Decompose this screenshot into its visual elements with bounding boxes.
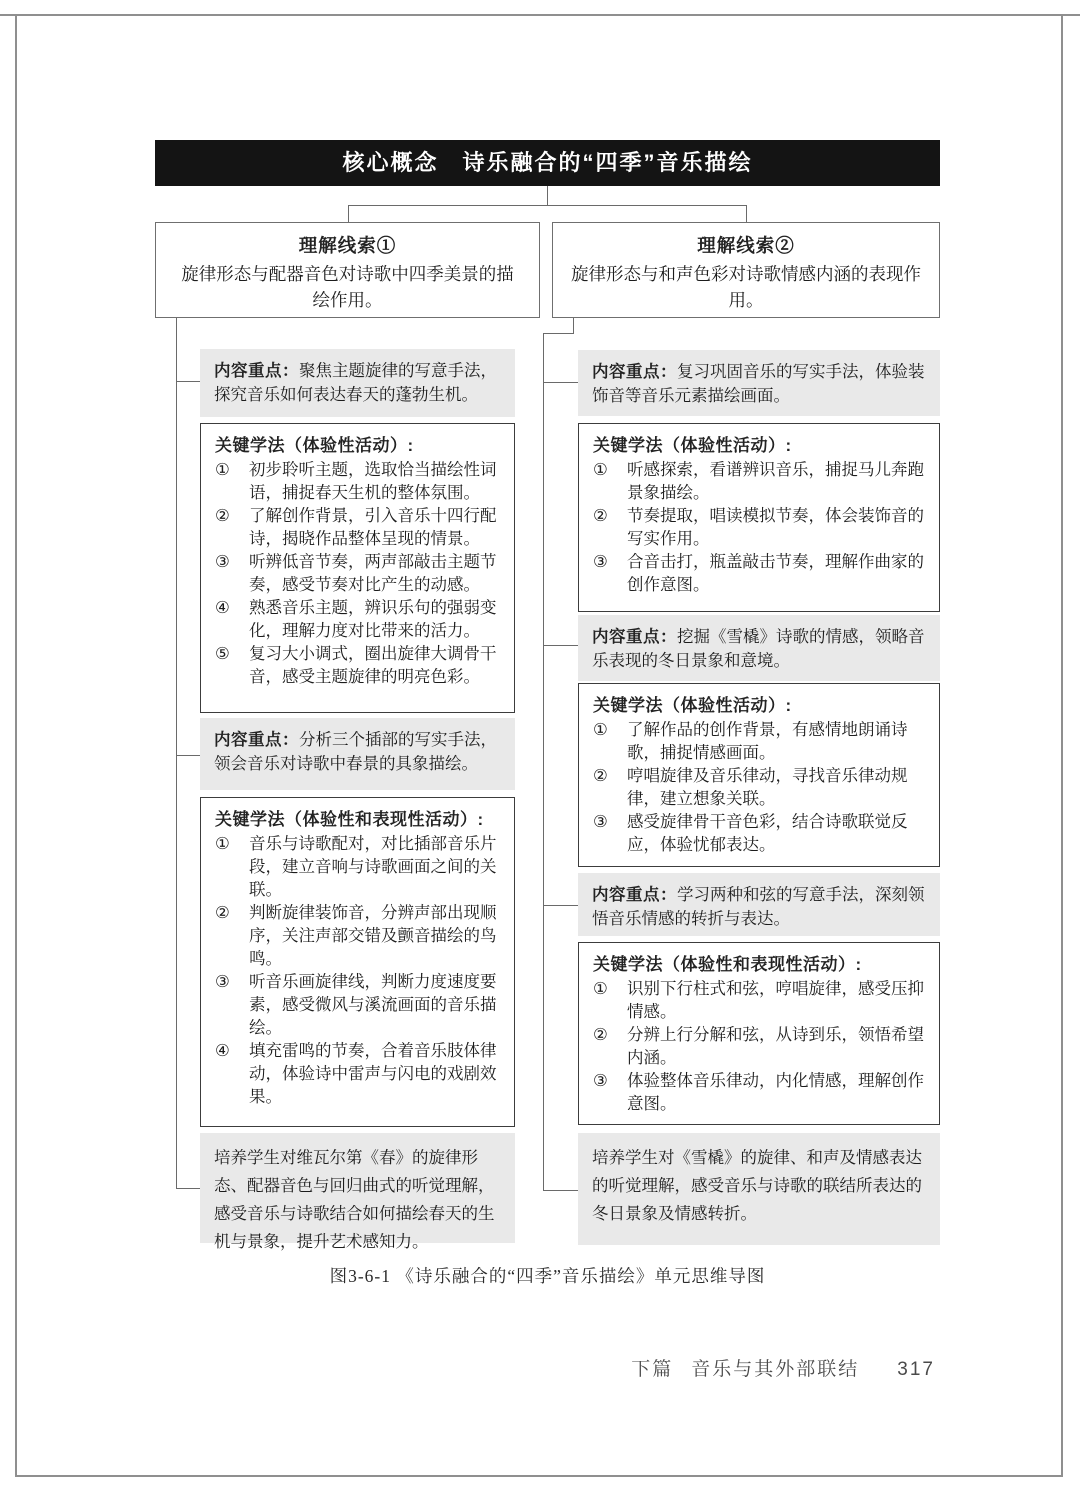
left-focus-1-label: 内容重点：: [214, 362, 299, 380]
item-marker: ④: [215, 1041, 230, 1060]
footer-section: 下篇: [631, 1359, 674, 1380]
right-summary-box: 培养学生对《雪橇》的旋律、和声及情感表达的听觉理解，感受音乐与诗歌的联结所表达的冬日景象及情感转折。: [578, 1133, 940, 1245]
list-item: [215, 832, 504, 901]
page-frame-right: [1061, 14, 1063, 1477]
right-methods-1-list: [593, 458, 929, 596]
list-item: [593, 977, 929, 1023]
right-methods-box-3: [578, 942, 940, 1125]
item-marker: ①: [215, 460, 230, 479]
right-methods-3-heading: 关键学法（体验性和表现性活动）:: [593, 955, 862, 974]
left-summary-box: 培养学生对维瓦尔第《春》的旋律形态、配器音色与回归曲式的听觉理解，感受音乐与诗歌结合如何描绘春天的生机与景象，提升艺术感知力。: [200, 1133, 515, 1243]
right-methods-2-heading: 关键学法（体验性活动）:: [593, 696, 792, 715]
item-marker: ②: [215, 903, 230, 922]
item-marker: ②: [593, 1025, 608, 1044]
item-text: 填充雷鸣的节奏，合着音乐肢体律动，体验诗中雷声与闪电的戏剧效果。: [249, 1041, 497, 1106]
item-text: 初步聆听主题，选取恰当描绘性词语，捕捉春天生机的整体氛围。: [249, 460, 497, 502]
clue-1-title: 理解线索①: [298, 235, 397, 256]
left-focus-2-label: 内容重点：: [214, 731, 299, 749]
connector-right-drop: [746, 205, 747, 222]
list-item: [593, 1069, 929, 1115]
left-focus-box-1: [200, 349, 515, 417]
connector-right-trunk: [543, 333, 544, 1190]
connector-right-stub-1: [543, 382, 578, 383]
list-item: [215, 550, 504, 596]
left-focus-box-2: [200, 718, 515, 790]
clue-box-1: [155, 222, 540, 318]
left-focus-1-text: 聚焦主题旋律的写意手法，探究音乐如何表达春天的蓬勃生机。: [214, 361, 497, 404]
clue-2-title: 理解线索②: [697, 235, 795, 256]
page-frame-bottom: [15, 1475, 1063, 1477]
connector-header-trunk: [547, 186, 548, 205]
core-concept-header: 核心概念 诗乐融合的“四季”音乐描绘: [155, 140, 940, 186]
item-text: 识别下行柱式和弦，哼唱旋律，感受压抑情感。: [627, 979, 924, 1021]
right-focus-2-label: 内容重点：: [592, 628, 677, 646]
left-focus-2-text: 分析三个插部的写实手法，领会音乐对诗歌中春景的具象描绘。: [214, 730, 497, 773]
item-marker: ①: [593, 720, 608, 739]
right-focus-3-label: 内容重点：: [592, 886, 677, 904]
right-methods-3-list: [593, 977, 929, 1115]
page-frame-top: [0, 14, 1080, 16]
item-text: 听音乐画旋律线，判断力度速度要素，感受微风与溪流画面的音乐描绘。: [249, 972, 497, 1037]
list-item: [593, 458, 929, 504]
item-text: 合音击打，瓶盖敲击节奏，理解作曲家的创作意图。: [627, 552, 924, 594]
connector-right-jog-vertical: [573, 318, 574, 334]
right-methods-2-list: [593, 718, 929, 856]
connector-left-stub-3: [176, 1188, 200, 1189]
connector-right-stub-2: [543, 645, 578, 646]
list-item: [593, 1023, 929, 1069]
right-focus-2-text: 挖掘《雪橇》诗歌的情感，领略音乐表现的冬日景象和意境。: [592, 627, 925, 670]
item-marker: ①: [593, 460, 608, 479]
item-marker: ②: [593, 766, 608, 785]
right-focus-1-text: 复习巩固音乐的写实手法，体验装饰音等音乐元素描绘画面。: [592, 362, 925, 405]
item-text: 了解创作背景，引入音乐十四行配诗，揭晓作品整体呈现的情景。: [249, 506, 497, 548]
item-text: 哼唱旋律及音乐律动，寻找音乐律动规律，建立想象关联。: [627, 766, 908, 808]
item-text: 节奏提取，唱读模拟节奏，体会装饰音的写实作用。: [627, 506, 924, 548]
clue-2-body: 旋律形态与和声色彩对诗歌情感内涵的表现作用。: [571, 264, 921, 310]
page-footer: [631, 1354, 935, 1381]
connector-top-horizontal: [348, 205, 747, 206]
item-text: 感受旋律骨干音色彩，结合诗歌联觉反应，体验忧郁表达。: [627, 812, 908, 854]
item-text: 音乐与诗歌配对，对比插部音乐片段，建立音响与诗歌画面之间的关联。: [249, 834, 497, 899]
page-frame-left: [15, 14, 17, 1477]
right-methods-box-2: [578, 683, 940, 867]
connector-right-jog-horizontal: [543, 333, 574, 334]
left-methods-box-1: [200, 423, 515, 713]
item-marker: ③: [593, 1071, 608, 1090]
left-methods-1-heading: 关键学法（体验性活动）:: [215, 436, 414, 455]
item-text: 熟悉音乐主题，辨识乐句的强弱变化，理解力度对比带来的活力。: [249, 598, 497, 640]
connector-left-stub-2: [176, 755, 200, 756]
item-marker: ②: [215, 506, 230, 525]
list-item: [215, 596, 504, 642]
item-text: 了解作品的创作背景，有感情地朗诵诗歌，捕捉情感画面。: [627, 720, 908, 762]
list-item: [593, 550, 929, 596]
list-item: [215, 642, 504, 688]
footer-chapter: 音乐与其外部联结: [691, 1359, 860, 1380]
item-marker: ③: [215, 972, 230, 991]
list-item: [215, 970, 504, 1039]
list-item: [593, 810, 929, 856]
item-marker: ⑤: [215, 644, 230, 663]
connector-right-stub-4: [543, 1190, 578, 1191]
right-focus-box-2: [578, 615, 940, 681]
list-item: [215, 901, 504, 970]
clue-1-body: 旋律形态与配器音色对诗歌中四季美景的描绘作用。: [181, 264, 514, 310]
right-focus-3-text: 学习两种和弦的写意手法，深刻领悟音乐情感的转折与表达。: [592, 885, 925, 928]
list-item: [593, 764, 929, 810]
connector-left-stub-1: [176, 381, 200, 382]
item-text: 复习大小调式，圈出旋律大调骨干音，感受主题旋律的明亮色彩。: [249, 644, 497, 686]
item-marker: ①: [215, 834, 230, 853]
list-item: [215, 1039, 504, 1108]
left-methods-2-heading: 关键学法（体验性和表现性活动）:: [215, 810, 484, 829]
item-marker: ④: [215, 598, 230, 617]
connector-left-drop: [348, 205, 349, 222]
item-text: 分辨上行分解和弦，从诗到乐，领悟希望内涵。: [627, 1025, 924, 1067]
clue-box-2: [552, 222, 940, 318]
list-item: [593, 718, 929, 764]
item-text: 听感探索，看谱辨识音乐，捕捉马儿奔跑景象描绘。: [627, 460, 924, 502]
left-methods-1-list: [215, 458, 504, 688]
connector-left-trunk: [176, 318, 177, 1188]
figure-caption: 图3-6-1 《诗乐融合的“四季”音乐描绘》单元思维导图: [329, 1266, 766, 1286]
right-methods-1-heading: 关键学法（体验性活动）:: [593, 436, 792, 455]
left-methods-box-2: [200, 797, 515, 1127]
list-item: [215, 504, 504, 550]
item-text: 体验整体音乐律动，内化情感，理解创作意图。: [627, 1071, 924, 1113]
right-focus-1-label: 内容重点：: [592, 363, 677, 381]
right-focus-box-3: [578, 873, 940, 936]
item-text: 判断旋律装饰音，分辨声部出现顺序，关注声部交错及颤音描绘的鸟鸣。: [249, 903, 497, 968]
connector-right-stub-3: [543, 905, 578, 906]
list-item: [215, 458, 504, 504]
item-marker: ②: [593, 506, 608, 525]
item-marker: ③: [593, 552, 608, 571]
right-methods-box-1: [578, 423, 940, 612]
list-item: [593, 504, 929, 550]
item-marker: ①: [593, 979, 608, 998]
footer-page-number: 317: [897, 1359, 935, 1380]
left-methods-2-list: [215, 832, 504, 1108]
right-focus-box-1: [578, 350, 940, 416]
item-text: 听辨低音节奏，两声部敲击主题节奏，感受节奏对比产生的动感。: [249, 552, 497, 594]
item-marker: ③: [215, 552, 230, 571]
item-marker: ③: [593, 812, 608, 831]
